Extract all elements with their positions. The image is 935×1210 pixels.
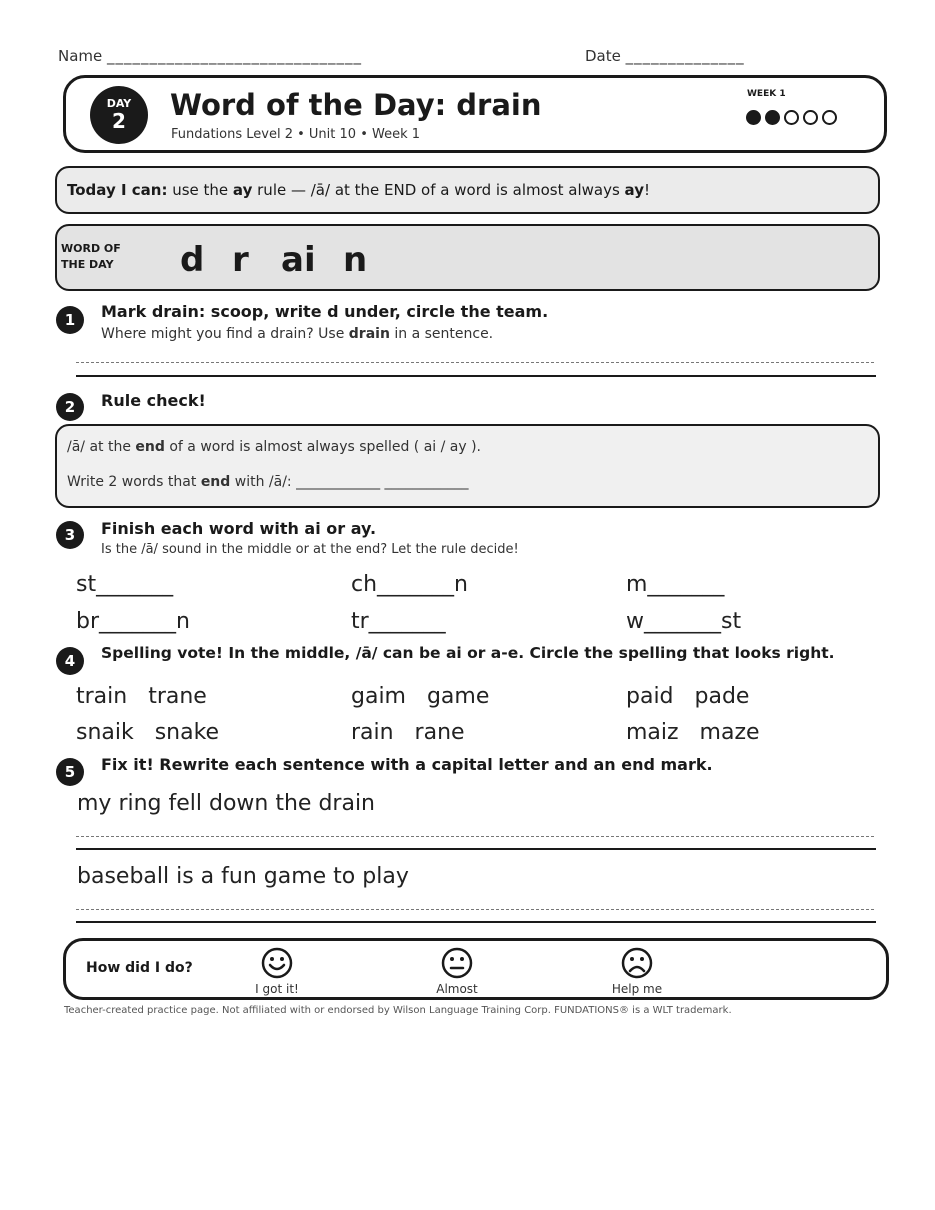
page-subtitle: Fundations Level 2 • Unit 10 • Week 1 xyxy=(171,127,421,142)
q1-title: Mark drain: scoop, write d under, circle the team. xyxy=(101,302,549,321)
q1-baseline xyxy=(76,375,876,377)
question-number-1: 1 xyxy=(56,306,84,334)
neutral-face-icon[interactable] xyxy=(441,947,473,979)
q3-title: Finish each word with ai or ay. xyxy=(101,519,377,538)
progress-dot-empty xyxy=(803,110,818,125)
progress-dot-filled xyxy=(765,110,780,125)
word-of-day-label xyxy=(61,241,141,273)
today-text-3: ! xyxy=(643,181,650,199)
word-blank-tr[interactable]: tr_______ xyxy=(351,609,446,634)
vote-pair-game[interactable]: gaim game xyxy=(351,684,490,709)
sentence-2-writing-line[interactable] xyxy=(76,909,874,910)
day-badge xyxy=(90,86,148,144)
vote-pair-rain[interactable]: rain rane xyxy=(351,720,465,745)
word-blank-ch-n[interactable]: ch_______n xyxy=(351,572,468,597)
question-number-3: 3 xyxy=(56,521,84,549)
week-label: WEEK 1 xyxy=(747,89,786,99)
rule-write-b: with /ā/: ____________ ____________ xyxy=(230,474,469,490)
q4-title: Spelling vote! In the middle, /ā/ can be ai or a-e. Circle the spelling that looks right. xyxy=(101,644,835,662)
rule-text-bold: end xyxy=(135,439,165,455)
progress-dot-filled xyxy=(746,110,761,125)
q2-title: Rule check! xyxy=(101,391,206,410)
frown-face-icon[interactable] xyxy=(621,947,653,979)
question-number-4: 4 xyxy=(56,647,84,675)
option-label-almost: Almost xyxy=(436,982,478,996)
disclaimer: Teacher-created practice page. Not affiliated with or endorsed by Wilson Language Training Corp. FUNDATIONS® is a WLT trademark. xyxy=(64,1005,732,1016)
progress-dot-empty xyxy=(822,110,837,125)
word-blank-br-n[interactable]: br_______n xyxy=(76,609,190,634)
today-bold-2: ay xyxy=(624,181,644,199)
vote-pair-snake[interactable]: snaik snake xyxy=(76,720,220,745)
q3-subtitle: Is the /ā/ sound in the middle or at the end? Let the rule decide! xyxy=(101,542,519,557)
date-label: Date xyxy=(585,47,621,65)
sentence-2: baseball is a fun game to play xyxy=(77,864,409,889)
word-blank-m[interactable]: m_______ xyxy=(626,572,725,597)
vote-pair-train[interactable]: train trane xyxy=(76,684,207,709)
name-label: Name xyxy=(58,47,103,65)
day-number: 2 xyxy=(112,109,126,133)
rule-check-box xyxy=(55,424,880,508)
vote-pair-maze[interactable]: maiz maze xyxy=(626,720,760,745)
q1-sub-bold: drain xyxy=(348,326,390,342)
day-label: DAY xyxy=(106,97,132,110)
sound-d: d xyxy=(180,240,205,280)
sentence-1-writing-line[interactable] xyxy=(76,836,874,837)
rule-write-a: Write 2 words that xyxy=(67,474,201,490)
sound-r: r xyxy=(232,240,249,280)
today-bold-1: ay xyxy=(232,181,253,199)
q1-sub-b: in a sentence. xyxy=(389,326,494,342)
self-check-title: How did I do? xyxy=(86,960,193,976)
sentence-1: my ring fell down the drain xyxy=(77,791,375,816)
date-blank: ______________ xyxy=(625,47,745,65)
word-blank-st[interactable]: st_______ xyxy=(76,572,174,597)
q5-title: Fix it! Rewrite each sentence with a capital letter and an end mark. xyxy=(101,755,713,774)
q1-subtitle xyxy=(101,326,493,342)
today-statement xyxy=(67,181,650,199)
rule-write-bold: end xyxy=(200,474,231,490)
today-text-1: use the xyxy=(167,181,233,199)
rule-statement xyxy=(67,439,481,455)
name-blank: ______________________________ xyxy=(107,47,363,65)
sound-ai: ai xyxy=(281,240,316,280)
word-of-day-box xyxy=(55,224,880,291)
today-lead: Today I can: xyxy=(67,181,168,199)
progress-dot-empty xyxy=(784,110,799,125)
sentence-2-baseline xyxy=(76,921,876,923)
name-field[interactable] xyxy=(58,47,362,65)
option-label-help-me: Help me xyxy=(611,982,663,996)
word-blank-w-st[interactable]: w_______st xyxy=(626,609,742,634)
rule-text-b: of a word is almost always spelled ( ai / ay ). xyxy=(164,439,482,455)
week-progress xyxy=(746,110,841,129)
sound-n: n xyxy=(343,240,368,280)
smile-face-icon[interactable] xyxy=(261,947,293,979)
option-label-got-it: I got it! xyxy=(255,982,299,996)
today-text-2: rule — /ā/ at the END of a word is almost always xyxy=(252,181,625,199)
rule-write-prompt[interactable] xyxy=(67,474,469,490)
page-title: Word of the Day: drain xyxy=(170,88,542,122)
q1-sub-a: Where might you find a drain? Use xyxy=(101,326,349,342)
question-number-5: 5 xyxy=(56,758,84,786)
q1-writing-line[interactable] xyxy=(76,362,874,363)
rule-text-a: /ā/ at the xyxy=(67,439,136,455)
sentence-1-baseline xyxy=(76,848,876,850)
date-field[interactable] xyxy=(585,47,745,65)
question-number-2: 2 xyxy=(56,393,84,421)
vote-pair-paid[interactable]: paid pade xyxy=(626,684,750,709)
wod-label-line2: THE DAY xyxy=(61,258,114,271)
wod-label-line1: WORD OF xyxy=(61,242,121,255)
